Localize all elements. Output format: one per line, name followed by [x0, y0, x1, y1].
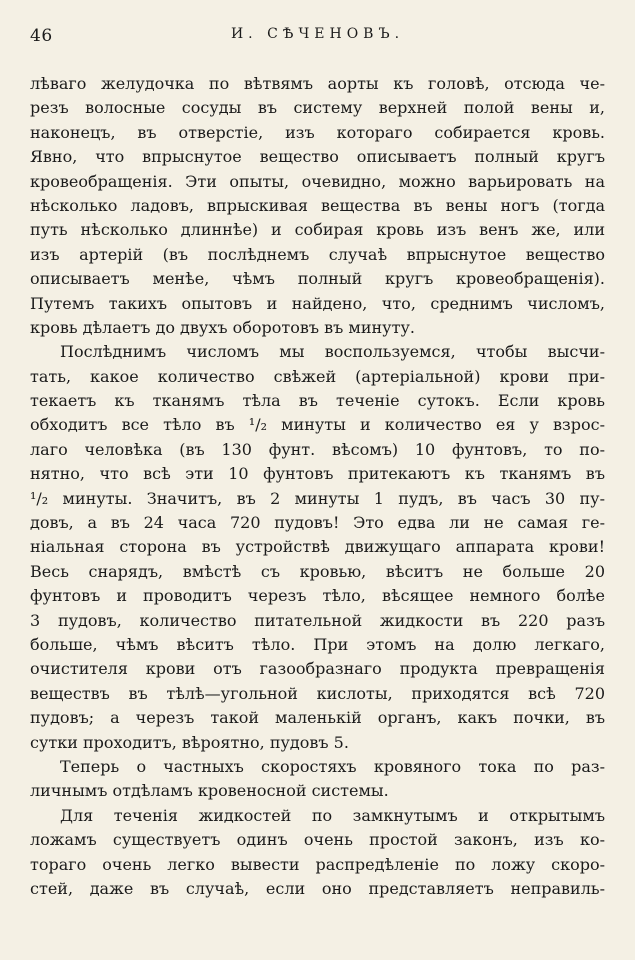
text-line: тать, какое количество свѣжей (артеріальной) крови при- [30, 366, 605, 386]
text-line: Весь снарядъ, вмѣстѣ съ кровью, вѣситъ не больше 20 [30, 561, 605, 581]
text-line: очистителя крови отъ газообразнаго продукта превращенія [30, 659, 605, 679]
text-line: тораго очень легко вывести распредѣленіе по ложу скоро- [30, 854, 605, 874]
text-line: лаго человѣка (въ 130 фунт. вѣсомъ) 10 фунтовъ, то по- [30, 439, 605, 459]
body-text [30, 72, 605, 901]
text-line: лѣваго желудочка по вѣтвямъ аорты къ головѣ, отсюда че- [30, 74, 605, 93]
text-line: изъ артерій (въ послѣднемъ случаѣ впрыснутое вещество [30, 244, 605, 264]
text-line: Явно, что впрыснутое вещество описываетъ полный кругъ [30, 147, 605, 167]
running-head: И. СѢЧЕНОВЪ. [230, 26, 405, 42]
text-line: стей, даже въ случаѣ, если оно представляетъ неправиль- [30, 878, 605, 898]
text-line: ¹/₂ минуты. Значитъ, въ 2 минуты 1 пудъ, въ часъ 30 пу- [30, 488, 605, 508]
text-line: кровеобращенія. Эти опыты, очевидно, можно варьировать на [30, 171, 605, 191]
text-line: ложамъ существуетъ одинъ очень простой законъ, изъ ко- [30, 830, 605, 850]
text-line: текаетъ къ тканямъ тѣла въ теченіе сутокъ. Если кровь [30, 391, 605, 411]
text-line: веществъ въ тѣлѣ—угольной кислоты, приходятся всѣ 720 [30, 683, 605, 703]
text-line: пудовъ; а черезъ такой маленькій органъ, какъ почки, въ [30, 708, 605, 728]
text-line: сутки проходитъ, вѣроятно, пудовъ 5. [30, 732, 349, 752]
page-number: 46 [30, 26, 53, 46]
page-header [0, 26, 635, 56]
text-line: обходитъ все тѣло въ ¹/₂ минуты и количество ея у взрос- [30, 415, 605, 435]
text-line: наконецъ, въ отверстіе, изъ котораго собирается кровь. [30, 122, 605, 142]
text-line: довъ, а въ 24 часа 720 пудовъ! Это едва ли не самая ге- [30, 513, 605, 533]
text-line: описываетъ менѣе, чѣмъ полный кругъ кровеобращенія). [30, 269, 605, 289]
text-line: путь нѣсколько длиннѣе) и собирая кровь изъ венъ же, или [30, 220, 605, 240]
text-line: Послѣднимъ числомъ мы воспользуемся, чтобы высчи- [60, 342, 605, 362]
text-line: Путемъ такихъ опытовъ и найдено, что, среднимъ числомъ, [30, 293, 605, 313]
text-line: ніальная сторона въ устройствѣ движущаго аппарата крови! [30, 537, 605, 557]
text-line: нѣсколько ладовъ, впрыскивая вещества въ вены ногъ (тогда [30, 195, 605, 215]
text-line: нятно, что всѣ эти 10 фунтовъ притекаютъ къ тканямъ въ [30, 464, 605, 484]
text-line: кровь дѣлаетъ до двухъ оборотовъ въ минуту. [30, 317, 415, 337]
text-line: Теперь о частныхъ скоростяхъ кровяного тока по раз- [60, 756, 605, 776]
text-line: личнымъ отдѣламъ кровеносной системы. [30, 781, 389, 801]
text-line: резъ волосные сосуды въ систему верхней полой вены и, [30, 98, 605, 118]
text-line: больше, чѣмъ вѣситъ тѣло. При этомъ на долю легкаго, [30, 634, 605, 654]
text-line: 3 пудовъ, количество питательной жидкости въ 220 разъ [30, 610, 605, 630]
text-line: фунтовъ и проводитъ черезъ тѣло, вѣсящее немного болѣе [30, 586, 605, 606]
text-line: Для теченія жидкостей по замкнутымъ и открытымъ [60, 805, 605, 825]
